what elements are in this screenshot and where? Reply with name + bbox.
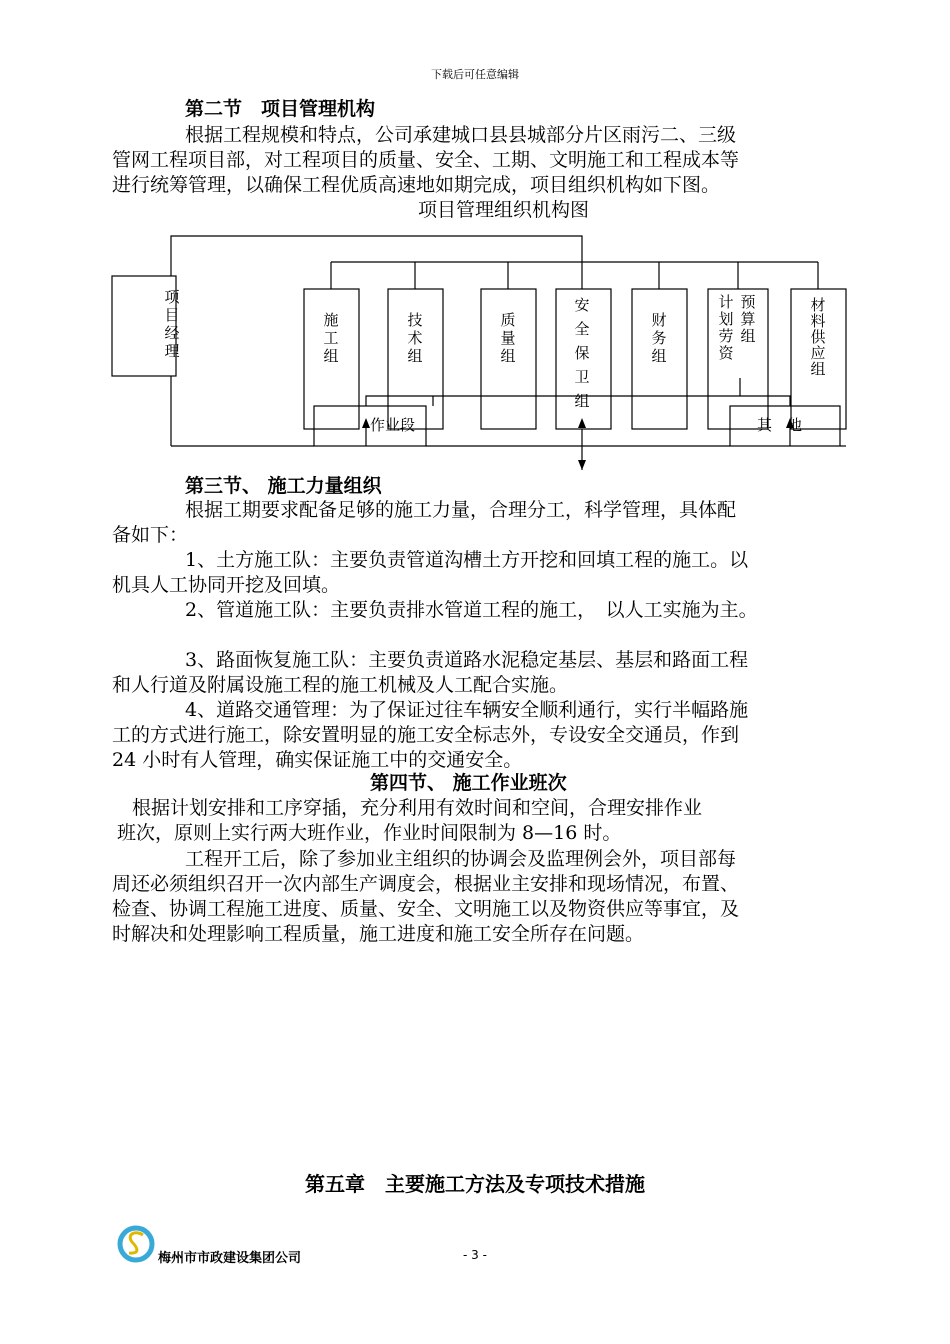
group-label: 保 — [574, 344, 590, 362]
group-label: 组 — [323, 347, 339, 365]
paragraph-line: 1、土方施工队：主要负责管道沟槽土方开挖和回填工程的施工。以 — [185, 549, 749, 571]
group-label: 组 — [407, 347, 423, 365]
paragraph-line: 24 小时有人管理，确实保证施工中的交通安全。 — [112, 749, 523, 771]
paragraph-line: 工的方式进行施工，除安置明显的施工安全标志外，专设安全交通员，作到 — [112, 724, 740, 746]
chapter-title: 第五章 主要施工方法及专项技术措施 — [305, 1172, 645, 1196]
paragraph-line: 3、路面恢复施工队：主要负责道路水泥稳定基层、基层和路面工程 — [185, 649, 749, 671]
paragraph-line: 时解决和处理影响工程质量，施工进度和施工安全所存在问题。 — [112, 923, 645, 945]
paragraph-line: 根据工期要求配备足够的施工力量，合理分工，科学管理，具体配 — [185, 499, 737, 521]
group-label: 应 — [810, 344, 826, 362]
paragraph-line: 根据计划安排和工序穿插，充分利用有效时间和空间，合理安排作业 — [132, 797, 703, 819]
paragraph-line: 班次，原则上实行两大班作业，作业时间限制为 8—16 时。 — [117, 822, 622, 844]
manager-label: 目 — [164, 306, 180, 324]
group-label: 组 — [500, 347, 516, 365]
section2-title: 第二节 项目管理机构 — [185, 98, 376, 120]
group-label: 料 — [810, 312, 826, 330]
group-label-char: 算 — [740, 310, 756, 328]
group-label: 技 — [407, 311, 423, 329]
paragraph-line: 机具人工协同开挖及回填。 — [112, 574, 341, 596]
group-label-char: 计 — [718, 293, 734, 311]
footer-company: 梅州市市政建设集团公司 — [158, 1251, 302, 1266]
group-label: 务 — [651, 329, 667, 347]
group-label: 卫 — [574, 368, 590, 386]
group-label-char: 预 — [740, 293, 756, 311]
group-label: 质 — [500, 311, 516, 329]
header-note: 下载后可任意编辑 — [431, 68, 519, 81]
group-label-planning — [718, 293, 755, 362]
group-label: 术 — [407, 329, 423, 347]
page-number: - 3 - — [463, 1248, 487, 1262]
group-label: 组 — [574, 392, 590, 410]
manager-label: 项 — [164, 288, 180, 306]
group-label-char: 划 — [718, 310, 734, 328]
group-label-char: 资 — [718, 344, 734, 362]
section3-title: 第三节、 施工力量组织 — [185, 475, 382, 497]
group-label-char: 组 — [740, 327, 756, 345]
paragraph-line: 周还必须组织召开一次内部生产调度会，根据业主安排和现场情况，布置、 — [112, 873, 740, 895]
group-label: 组 — [651, 347, 667, 365]
group-label-char: 劳 — [718, 327, 734, 345]
paragraph-line: 备如下： — [112, 524, 189, 546]
paragraph-line: 2、管道施工队：主要负责排水管道工程的施工， 以人工实施为主。 — [185, 599, 758, 621]
paragraph-line: 管网工程项目部，对工程项目的质量、安全、工期、文明施工和工程成本等 — [112, 149, 740, 171]
group-label: 施 — [323, 311, 339, 329]
bottom-left-label: 作业段 — [370, 416, 416, 434]
group-label: 财 — [651, 311, 667, 329]
group-label: 安 — [574, 296, 590, 314]
group-label: 供 — [810, 328, 826, 346]
paragraph-line: 和人行道及附属设施工程的施工机械及人工配合实施。 — [112, 674, 569, 696]
section4-title: 第四节、 施工作业班次 — [370, 772, 567, 794]
paragraph-line: 工程开工后，除了参加业主组织的协调会及监理例会外，项目部每 — [185, 848, 737, 870]
paragraph-line: 4、道路交通管理：为了保证过往车辆安全顺利通行，实行半幅路施 — [185, 699, 749, 721]
paragraph-line: 进行统筹管理，以确保工程优质高速地如期完成，项目组织机构如下图。 — [112, 174, 721, 196]
group-label: 全 — [574, 320, 590, 338]
group-label: 量 — [500, 329, 516, 347]
manager-label: 经 — [164, 324, 180, 342]
paragraph-line: 检查、协调工程施工进度、质量、安全、文明施工以及物资供应等事宜，及 — [112, 898, 740, 920]
group-box-planning — [708, 289, 768, 429]
org-chart-title: 项目管理组织机构图 — [418, 199, 590, 221]
group-label: 工 — [323, 329, 339, 347]
group-label: 材 — [810, 296, 826, 314]
manager-label: 理 — [164, 342, 180, 360]
bottom-right-label: 其 他 — [757, 416, 803, 434]
paragraph-line: 根据工程规模和特点，公司承建城口县县城部分片区雨污二、三级 — [185, 124, 737, 146]
group-label: 组 — [810, 360, 826, 378]
